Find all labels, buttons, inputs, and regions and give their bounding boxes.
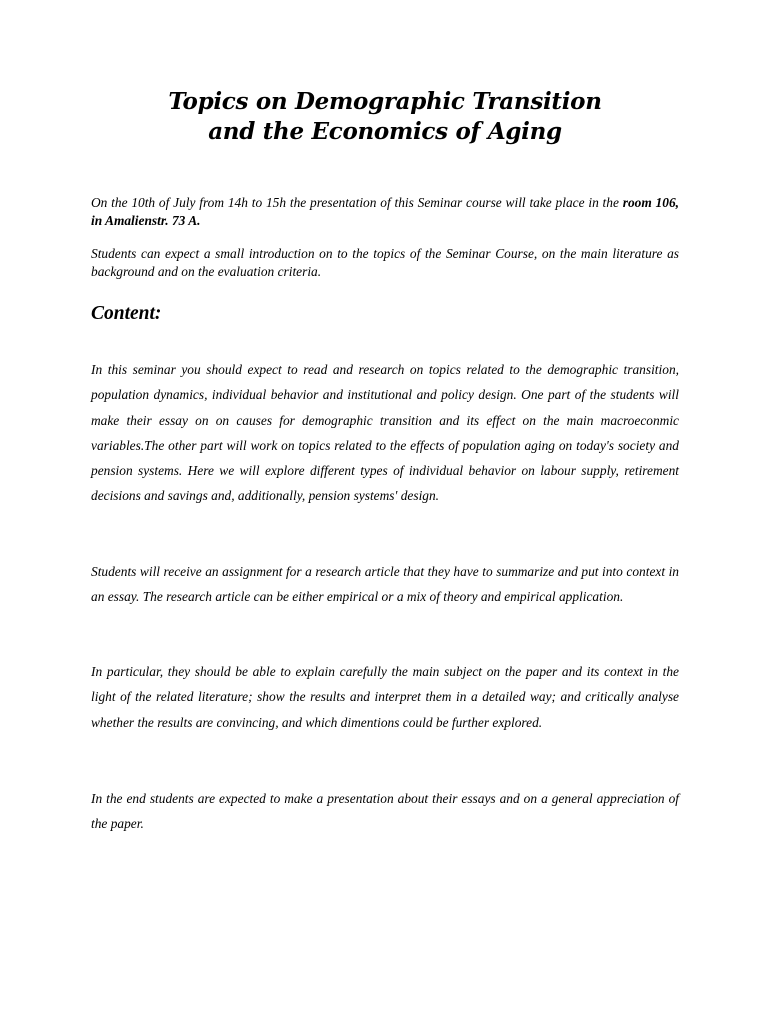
content-paragraph-3: In particular, they should be able to explain carefully the main subject on the paper and its context in the light of the related literature; show the results and interpret them in a detailed way; and critically analyse whether the results are convincing, and which dimentions could be further explored.	[91, 664, 679, 730]
intro-paragraph-expectations: Students can expect a small introduction on to the topics of the Seminar Course, on the main literature as background and on the evaluation criteria.	[91, 246, 679, 279]
content-paragraph-4: In the end students are expected to make a presentation about their essays and on a general appreciation of the paper.	[91, 791, 679, 832]
title-line-2: and the Economics of Aging	[208, 118, 562, 145]
intro-schedule-text: On the 10th of July from 14h to 15h the presentation of this Seminar course will take place in the	[91, 195, 623, 210]
title-line-1: Topics on Demographic Transition	[168, 88, 602, 115]
intro-location: room 106, in Amalienstr. 73 A.	[91, 195, 679, 228]
intro-paragraph-schedule	[91, 194, 679, 229]
content-paragraph-2: Students will receive an assignment for a research article that they have to summarize and put into context in an essay. The research article can be either empirical or a mix of theory and empirical application.	[91, 564, 679, 605]
document-title	[0, 87, 770, 147]
content-heading: Content:	[91, 303, 162, 324]
content-paragraph-1: In this seminar you should expect to read and research on topics related to the demographic transition, population dynamics, individual behavior and institutional and policy design. One part of the students will make their essay on on causes for demographic transition and its effect on the main macroeconmic variables.The other part will work on topics related to the effects of population aging on today's society and pension systems. Here we will explore different types of individual behavior on labour supply, retirement decisions and savings and, additionally, pension systems' design.	[91, 362, 679, 504]
